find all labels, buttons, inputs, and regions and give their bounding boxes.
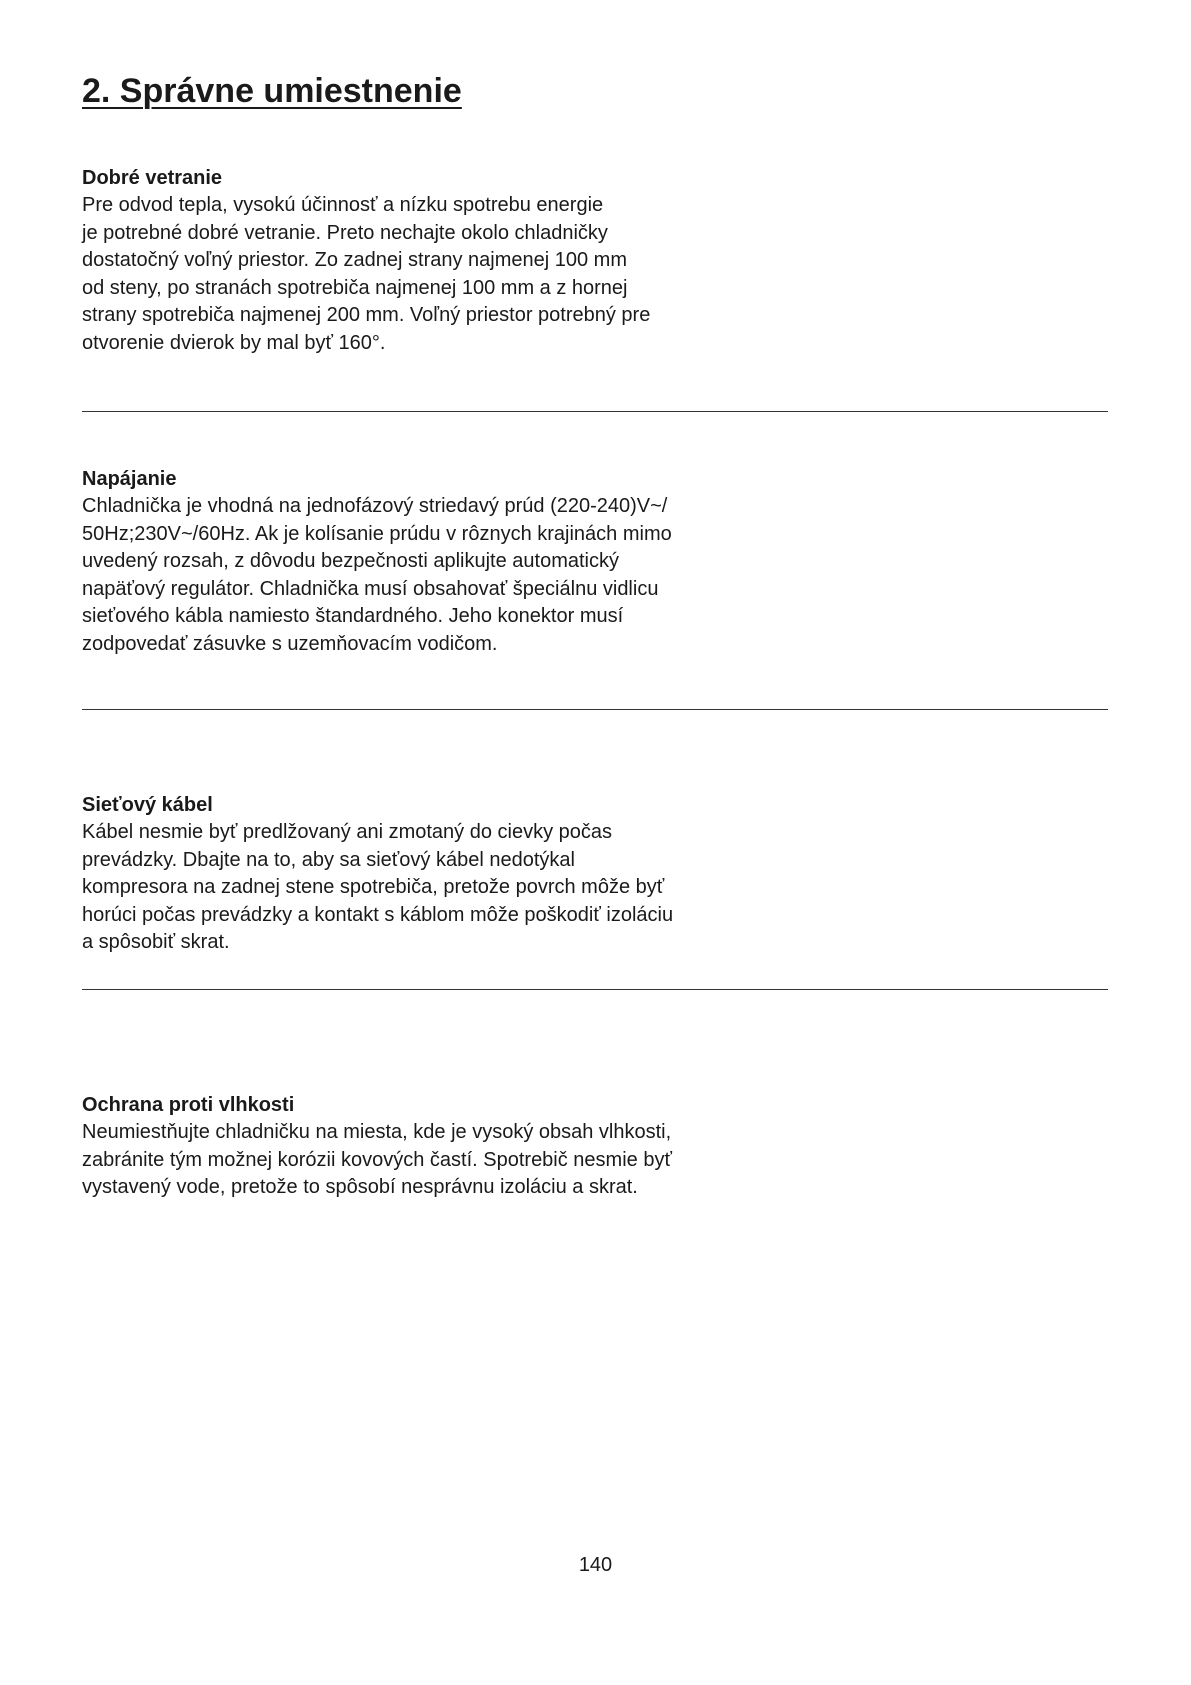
paragraph-line: uvedený rozsah, z dôvodu bezpečnosti aplikujte automatický <box>82 550 619 572</box>
paragraph-line: Kábel nesmie byť predlžovaný ani zmotaný do cievky počas <box>82 821 612 843</box>
section-power-cable <box>82 792 782 957</box>
paragraph-line: strany spotrebiča najmenej 200 mm. Voľný priestor potrebný pre <box>82 304 651 326</box>
paragraph-line: vystavený vode, pretože to spôsobí nesprávnu izoláciu a skrat. <box>82 1176 638 1198</box>
paragraph-line: zodpovedať zásuvke s uzemňovacím vodičom. <box>82 632 498 655</box>
section-heading: Dobré vetranie <box>82 167 223 189</box>
section-moisture-protection <box>82 1092 782 1202</box>
section-heading: Ochrana proti vlhkosti <box>82 1094 295 1116</box>
paragraph-line: dostatočný voľný priestor. Zo zadnej strany najmenej 100 mm <box>82 249 627 271</box>
paragraph-line: 50Hz;230V~/60Hz. Ak je kolísanie prúdu v rôznych krajinách mimo <box>82 522 672 545</box>
paragraph-line: zabránite tým možnej korózii kovových častí. Spotrebič nesmie byť <box>82 1148 672 1171</box>
paragraph-line: od steny, po stranách spotrebiča najmenej 100 mm a z hornej <box>82 276 628 299</box>
paragraph-line: je potrebné dobré vetranie. Preto nechajte okolo chladničky <box>82 221 608 244</box>
section-heading: Napájanie <box>82 468 177 490</box>
page-title: 2. Správne umiestnenie <box>82 72 462 110</box>
page-number: 140 <box>578 1554 613 1576</box>
paragraph-line: otvorenie dvierok by mal byť 160°. <box>82 331 386 354</box>
section-ventilation <box>82 165 782 357</box>
section-heading: Sieťový kábel <box>82 794 213 816</box>
paragraph-line: prevádzky. Dbajte na to, aby sa sieťový kábel nedotýkal <box>82 848 575 871</box>
section-power-supply <box>82 466 782 658</box>
paragraph-line: Chladnička je vhodná na jednofázový striedavý prúd (220-240)V~/ <box>82 495 668 517</box>
section-divider <box>82 989 1108 990</box>
paragraph-line: Pre odvod tepla, vysokú účinnosť a nízku spotrebu energie <box>82 194 604 216</box>
paragraph-line: kompresora na zadnej stene spotrebiča, pretože povrch môže byť <box>82 876 665 898</box>
section-divider <box>82 411 1108 412</box>
paragraph-line: sieťového kábla namiesto štandardného. Jeho konektor musí <box>82 605 624 627</box>
paragraph-line: napäťový regulátor. Chladnička musí obsahovať špeciálnu vidlicu <box>82 577 659 600</box>
paragraph-line: horúci počas prevádzky a kontakt s káblom môže poškodiť izoláciu <box>82 903 674 926</box>
paragraph-line: a spôsobiť skrat. <box>82 931 230 953</box>
paragraph-line: Neumiestňujte chladničku na miesta, kde je vysoký obsah vlhkosti, <box>82 1121 672 1143</box>
section-divider <box>82 709 1108 710</box>
